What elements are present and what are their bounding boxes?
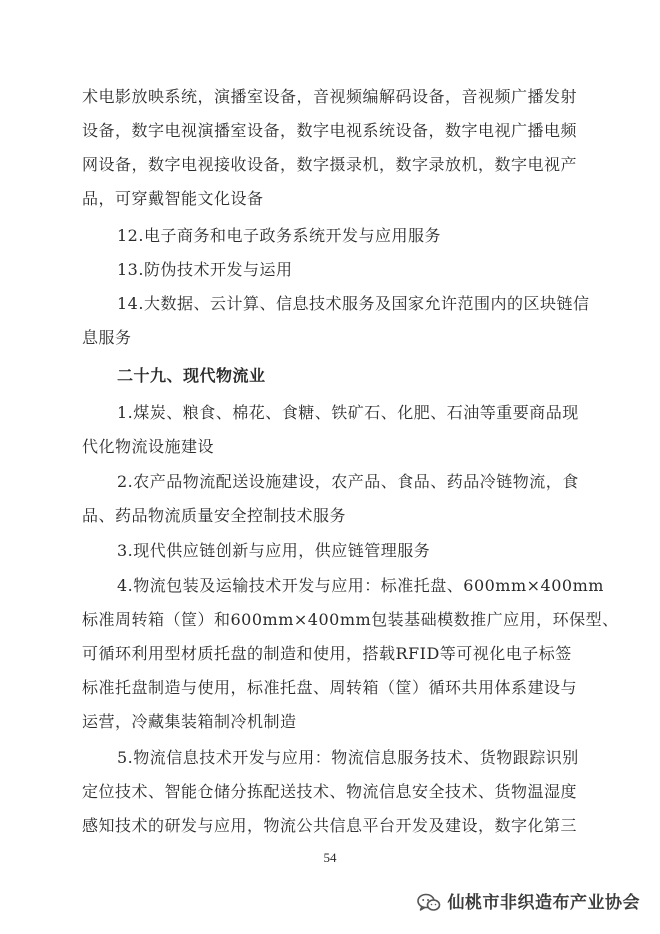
text-line: 品，可穿戴智能文化设备	[82, 189, 264, 208]
text-line: 品、药品物流质量安全控制技术服务	[82, 506, 347, 525]
wechat-icon	[417, 893, 441, 913]
list-item-3: 3.现代供应链创新与应用，供应链管理服务	[117, 541, 431, 560]
text-line: 设备，数字电视演播室设备，数字电视系统设备，数字电视广播电频	[82, 121, 578, 140]
watermark	[417, 892, 641, 914]
list-item-5: 5.物流信息技术开发与应用：物流信息服务技术、货物跟踪识别	[117, 748, 579, 767]
text-line: 标准周转箱（筐）和600mm×400mm包装基础模数推广应用，环保型、	[82, 610, 619, 629]
list-item-2: 2.农产品物流配送设施建设，农产品、食品、药品冷链物流，食	[117, 472, 579, 491]
text-line: 运营，冷藏集装箱制冷机制造	[82, 712, 297, 731]
list-item-12: 12.电子商务和电子政务系统开发与应用服务	[117, 226, 441, 245]
text-line: 感知技术的研发与应用，物流公共信息平台开发及建设，数字化第三	[82, 816, 578, 835]
list-item-1: 1.煤炭、粮食、棉花、食糖、铁矿石、化肥、石油等重要商品现	[117, 403, 579, 422]
text-line: 标准托盘制造与使用，标准托盘、周转箱（筐）循环共用体系建设与	[82, 678, 578, 697]
list-item-13: 13.防伪技术开发与运用	[117, 260, 293, 279]
page-number: 54	[323, 850, 337, 865]
text-line: 网设备，数字电视接收设备，数字摄录机，数字录放机，数字电视产	[82, 155, 578, 174]
watermark-text: 仙桃市非织造布产业协会	[447, 893, 640, 913]
list-item-4: 4.物流包装及运输技术开发与应用：标准托盘、600mm×400mm	[117, 576, 604, 595]
text-line: 息服务	[82, 328, 132, 347]
text-line: 术电影放映系统，演播室设备，音视频编解码设备，音视频广播发射	[82, 87, 578, 106]
text-line: 可循环利用型材质托盘的制造和使用，搭载RFID等可视化电子标签	[82, 644, 572, 663]
text-line: 代化物流设施建设	[82, 437, 215, 456]
section-heading: 二十九、现代物流业	[117, 366, 266, 385]
list-item-14: 14.大数据、云计算、信息技术服务及国家允许范围内的区块链信	[117, 294, 590, 313]
text-line: 定位技术、智能仓储分拣配送技术、物流信息安全技术、货物温湿度	[82, 782, 578, 801]
